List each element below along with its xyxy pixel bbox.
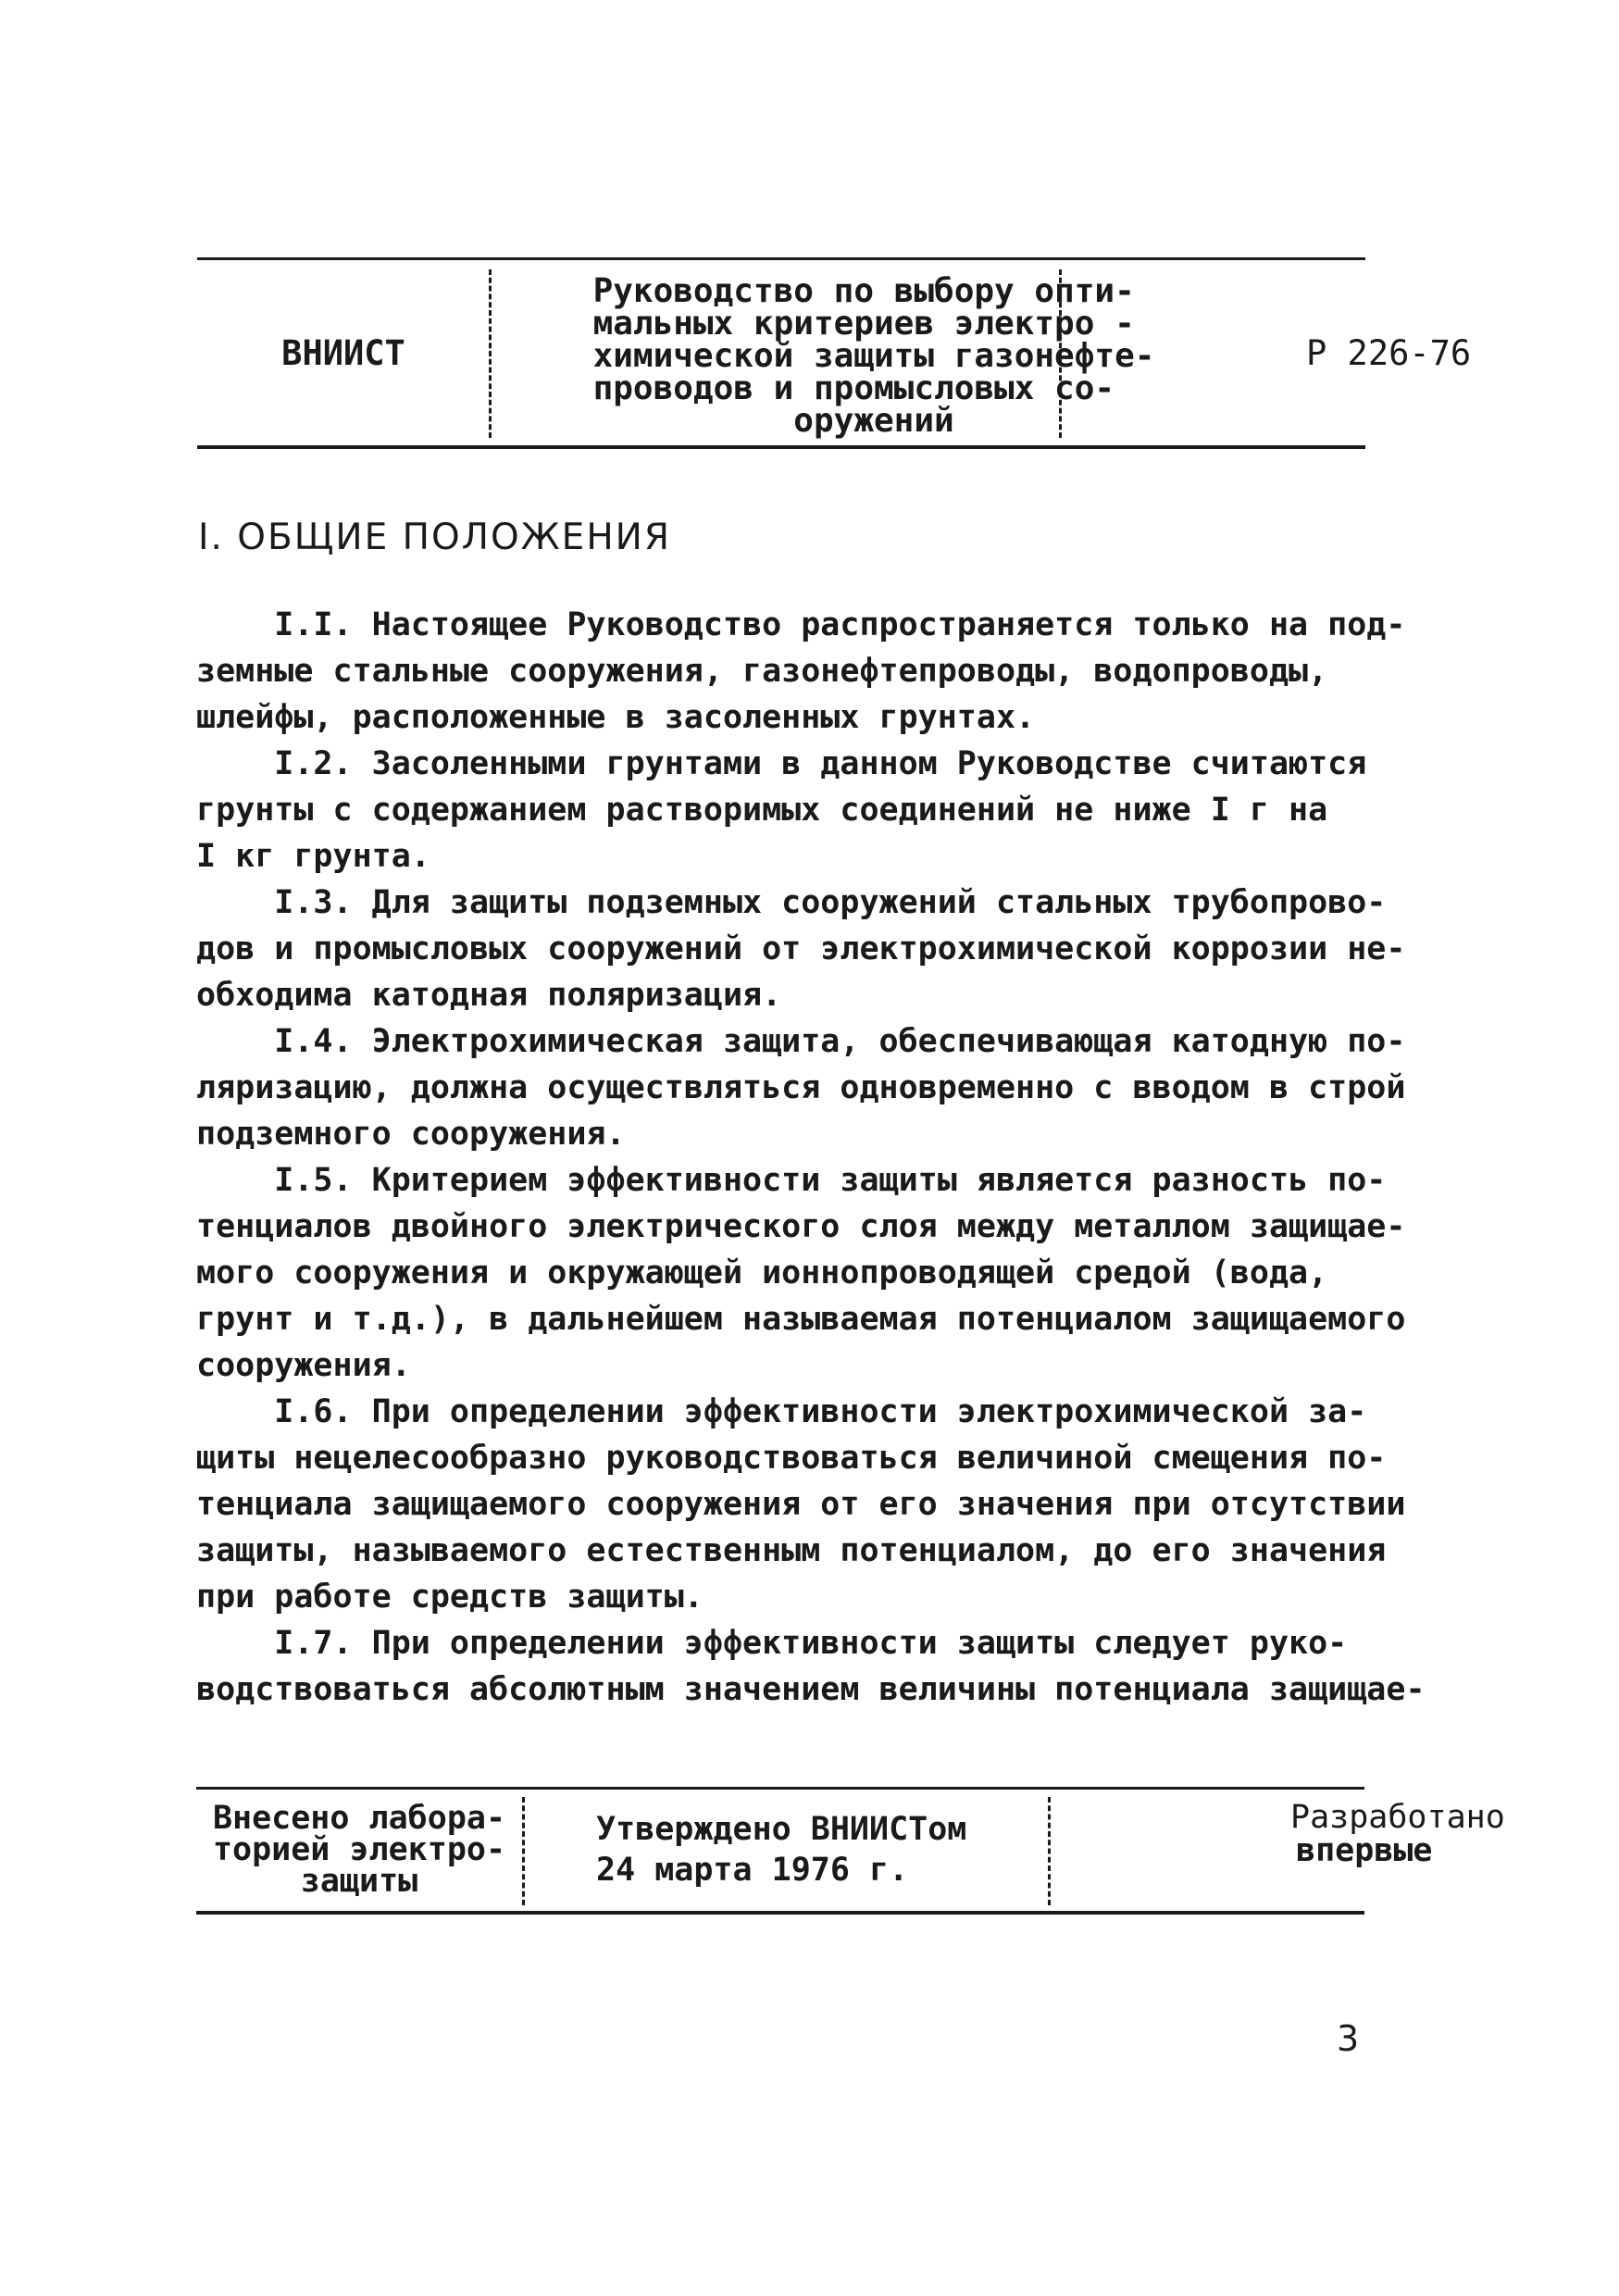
- page-number: 3: [1337, 2018, 1360, 2059]
- header-title-line: Руководство по выбору опти-: [592, 271, 1135, 310]
- body-line: ляризацию, должна осуществляться одновременно с вводом в строй: [196, 1069, 1406, 1106]
- footer-introduced-line: защиты: [300, 1863, 418, 1900]
- body-line: обходима катодная поляризация.: [196, 977, 782, 1014]
- footer-introduced-line: Внесено лабора-: [212, 1800, 506, 1837]
- footer-developed-line: впервые: [1296, 1832, 1433, 1869]
- footer-divider-right: [1048, 1797, 1051, 1905]
- body-text: [196, 602, 1426, 1713]
- body-line: грунты с содержанием растворимых соединений не ниже I г на: [196, 792, 1328, 829]
- document-header: [197, 257, 1472, 449]
- body-line: I.5. Критерием эффективности защиты является разность по-: [196, 1162, 1387, 1199]
- header-document-code: [1258, 260, 1472, 445]
- body-line: защиты, называемого естественным потенциалом, до его значения: [196, 1532, 1387, 1569]
- header-title: [490, 260, 1258, 445]
- footer-approved-line: Утверждено ВНИИСТом: [596, 1811, 967, 1848]
- body-line: I.4. Электрохимическая защита, обеспечивающая катодную по-: [196, 1023, 1406, 1060]
- document-code-text: Р 226-76: [1306, 332, 1472, 373]
- body-line: I.2. Засоленными грунтами в данном Руководстве считаются: [196, 745, 1367, 782]
- body-line: I.3. Для защиты подземных сооружений стальных трубопрово-: [196, 884, 1387, 921]
- header-title-line: оружений: [793, 401, 954, 440]
- body-line: водствоваться абсолютным значением величины потенциала защищае-: [196, 1671, 1426, 1708]
- body-line: при работе средств защиты.: [196, 1578, 704, 1616]
- header-title-line: проводов и промысловых со-: [592, 368, 1115, 407]
- footer-introduced-by: [196, 1790, 522, 1911]
- body-line: тенциалов двойного электрического слоя между металлом защищае-: [196, 1208, 1406, 1245]
- body-line: земные стальные сооружения, газонефтепроводы, водопроводы,: [196, 653, 1328, 690]
- body-line: I.I. Настоящее Руководство распространяется только на под-: [196, 606, 1406, 643]
- footer-approved-line: 24 марта 1976 г.: [596, 1852, 909, 1889]
- body-line: грунт и т.д.), в дальнейшем называемая потенциалом защищаемого: [196, 1301, 1406, 1338]
- body-line: I.7. При определении эффективности защиты следует руко-: [196, 1625, 1348, 1662]
- body-line: подземного сооружения.: [196, 1116, 626, 1153]
- body-line: сооружения.: [196, 1347, 411, 1384]
- header-title-line: химической защиты газонефте-: [592, 336, 1155, 375]
- document-footer: [196, 1787, 1505, 1915]
- body-line: тенциала защищаемого сооружения от его значения при отсутствии: [196, 1486, 1406, 1523]
- header-organization: ВНИИСТ: [281, 332, 405, 373]
- body-line: мого сооружения и окружающей ионнопроводящей средой (вода,: [196, 1254, 1328, 1292]
- footer-introduced-line: торией электро-: [212, 1831, 506, 1868]
- footer-developed-line: Разработано: [1290, 1799, 1505, 1836]
- body-line: дов и промысловых сооружений от электрохимической коррозии не-: [196, 930, 1406, 967]
- body-line: I.6. При определении эффективности электрохимической за-: [196, 1393, 1367, 1430]
- footer-approved: [522, 1790, 1244, 1911]
- footer-developed: [1244, 1790, 1505, 1911]
- body-line: I кг грунта.: [196, 838, 430, 875]
- body-line: шлейфы, расположенные в засоленных грунтах.: [196, 699, 1036, 736]
- section-heading: I. ОБЩИЕ ПОЛОЖЕНИЯ: [198, 517, 671, 558]
- header-title-line: мальных критериев электро -: [592, 304, 1135, 343]
- header-divider-right: [1059, 269, 1062, 438]
- body-line: щиты нецелесообразно руководствоваться величиной смещения по-: [196, 1440, 1387, 1477]
